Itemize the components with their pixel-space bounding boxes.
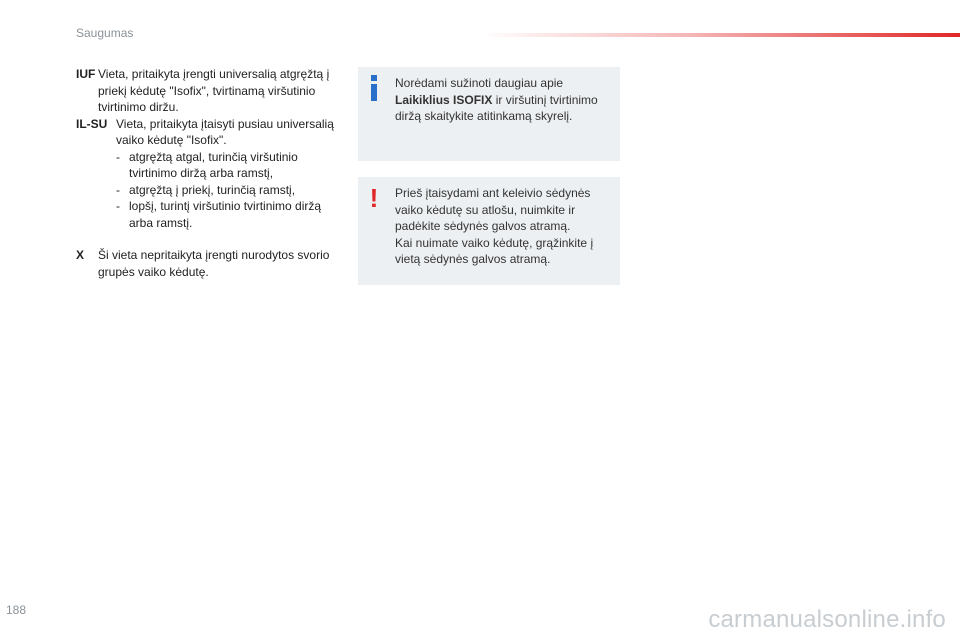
- list-item: - lopšį, turintį viršutinio tvirtinimo diržą arba ramstį.: [116, 198, 346, 231]
- warning-icon: !: [369, 183, 379, 213]
- legend-code: IUF: [76, 67, 96, 81]
- legend-entry-ilsu: [76, 116, 346, 232]
- legend-text: Vieta, pritaikyta įrengti universalią atgręžtą į priekį kėdutę "Isofix", tvirtinamą viršutinio tvirtinimo diržu.: [98, 67, 330, 114]
- warning-paragraph: Prieš įtaisydami ant keleivio sėdynės vaiko kėdutę su atlošu, nuimkite ir padėkite sėdynės galvos atramą.: [395, 186, 591, 233]
- legend-text: Ši vieta nepritaikyta įrengti nurodytos svorio grupės vaiko kėdutę.: [98, 248, 330, 279]
- info-link-text: Laikiklius ISOFIX: [395, 92, 493, 107]
- warning-box: [358, 177, 620, 285]
- legend-entry-iuf: [76, 66, 346, 116]
- list-item: - atgręžtą į priekį, turinčią ramstį,: [116, 182, 346, 199]
- legend-code: IL-SU: [76, 116, 108, 131]
- section-title: Saugumas: [76, 26, 134, 40]
- legend-code: X: [76, 248, 85, 262]
- info-text: Norėdami sužinoti daugiau apie Laikiklius ISOFIX ir viršutinį tvirtinimo diržą skaitykite atitinkamą skyrelį.: [395, 76, 598, 123]
- warning-paragraph: Kai nuimate vaiko kėdutę, grąžinkite į vietą sėdynės galvos atramą.: [395, 235, 594, 266]
- watermark: carmanualsonline.info: [708, 606, 946, 633]
- warning-text: [395, 185, 610, 268]
- page-number: 188: [6, 603, 27, 617]
- legend-sublist: [116, 149, 346, 232]
- list-item: - atgręžtą atgal, turinčią viršutinio tvirtinimo diržą arba ramstį,: [116, 149, 346, 182]
- isofix-legend: [76, 66, 346, 280]
- header-rule: [480, 33, 960, 37]
- legend-text: Vieta, pritaikyta įtaisyti pusiau universalią vaiko kėdutę "Isofix".: [116, 116, 334, 147]
- legend-entry-x: [76, 247, 346, 280]
- info-box: [358, 67, 620, 161]
- info-icon: [367, 75, 381, 103]
